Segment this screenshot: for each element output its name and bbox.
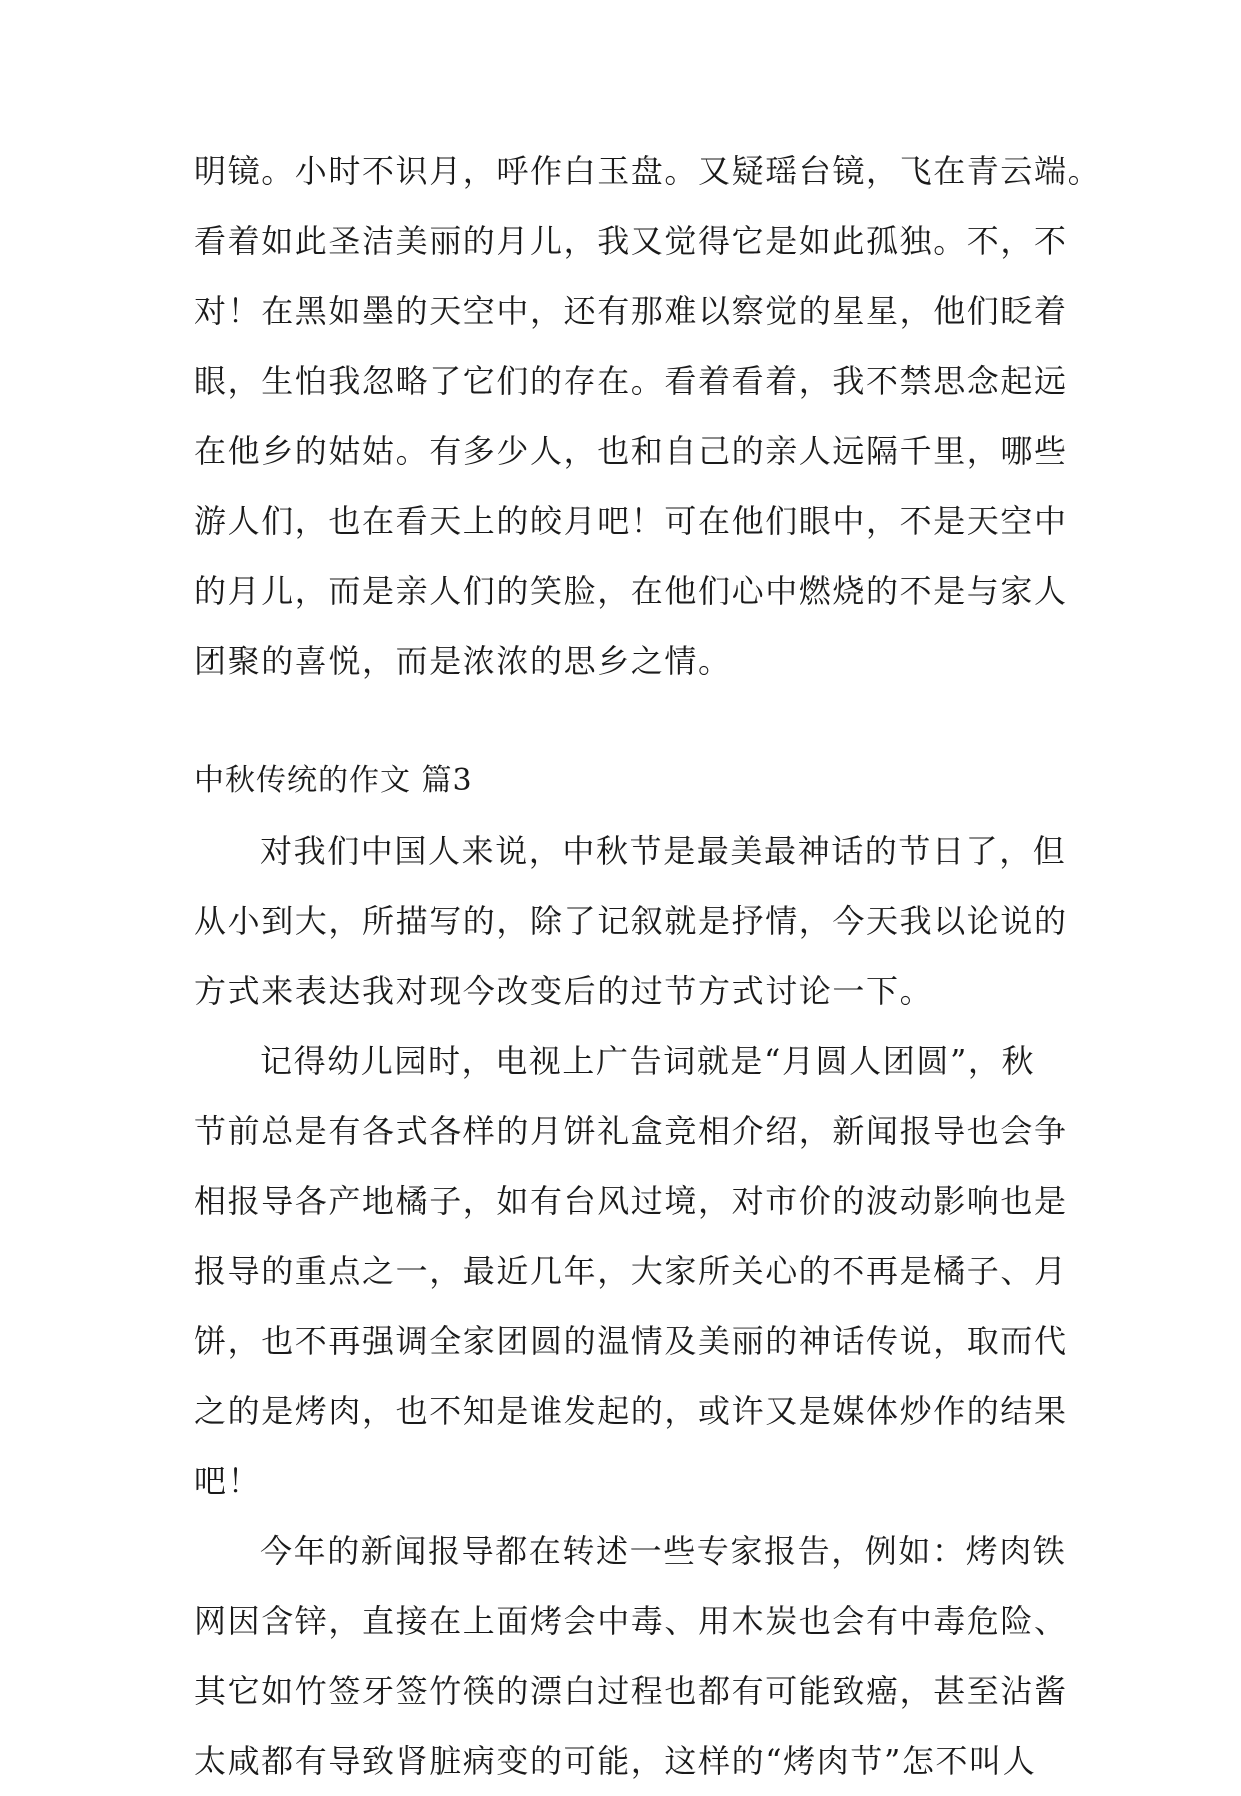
text-line: 眼，生怕我忽略了它们的存在。看着看着，我不禁思念起远 xyxy=(194,362,1068,400)
text-line: 团聚的喜悦，而是浓浓的思乡之情。 xyxy=(194,642,732,680)
paragraph-1 xyxy=(194,816,1068,1026)
text-line: 吧！ xyxy=(194,1462,262,1500)
text-line: 在他乡的姑姑。有多少人，也和自己的亲人远隔千里，哪些 xyxy=(194,432,1068,470)
text-line: 的月儿，而是亲人们的笑脸，在他们心中燃烧的不是与家人 xyxy=(194,572,1068,610)
text-line: 看着如此圣洁美丽的月儿，我又觉得它是如此孤独。不，不 xyxy=(194,222,1068,260)
text-line: 方式来表达我对现今改变后的过节方式讨论一下。 xyxy=(194,972,934,1010)
paragraph-2 xyxy=(194,1026,1068,1516)
text-line: 游人们，也在看天上的皎月吧！可在他们眼中，不是天空中 xyxy=(194,502,1068,540)
text-line: 其它如竹签牙签竹筷的漂白过程也都有可能致癌，甚至沾酱 xyxy=(194,1672,1068,1710)
document-body xyxy=(194,136,1102,1796)
text-line: 太咸都有导致肾脏病变的可能，这样的“烤肉节”怎不叫人 xyxy=(194,1742,1037,1780)
text-line: 之的是烤肉，也不知是谁发起的，或许又是媒体炒作的结果 xyxy=(194,1392,1068,1430)
text-line: 对我们中国人来说，中秋节是最美最神话的节日了，但 xyxy=(260,832,1067,870)
text-line: 明镜。小时不识月，呼作白玉盘。又疑瑶台镜，飞在青云端。 xyxy=(194,152,1102,190)
text-line: 网因含锌，直接在上面烤会中毒、用木炭也会有中毒危险、 xyxy=(194,1602,1068,1640)
text-line: 记得幼儿园时，电视上广告词就是“月圆人团圆”，秋 xyxy=(260,1042,1036,1080)
text-line: 饼，也不再强调全家团圆的温情及美丽的神话传说，取而代 xyxy=(194,1322,1068,1360)
section-spacer xyxy=(194,696,1054,746)
text-line: 节前总是有各式各样的月饼礼盒竞相介绍，新闻报导也会争 xyxy=(194,1112,1068,1150)
text-line: 相报导各产地橘子，如有台风过境，对市价的波动影响也是 xyxy=(194,1182,1068,1220)
paragraph-3 xyxy=(194,1516,1068,1796)
text-line: 报导的重点之一，最近几年，大家所关心的不再是橘子、月 xyxy=(194,1252,1068,1290)
text-line: 从小到大，所描写的，除了记叙就是抒情，今天我以论说的 xyxy=(194,902,1068,940)
intro-paragraph xyxy=(194,136,1102,696)
section-title: 中秋传统的作文 篇3 xyxy=(194,763,473,798)
text-line: 对！在黑如墨的天空中，还有那难以察觉的星星，他们眨着 xyxy=(194,292,1068,330)
text-line: 今年的新闻报导都在转述一些专家报告，例如：烤肉铁 xyxy=(260,1532,1067,1570)
